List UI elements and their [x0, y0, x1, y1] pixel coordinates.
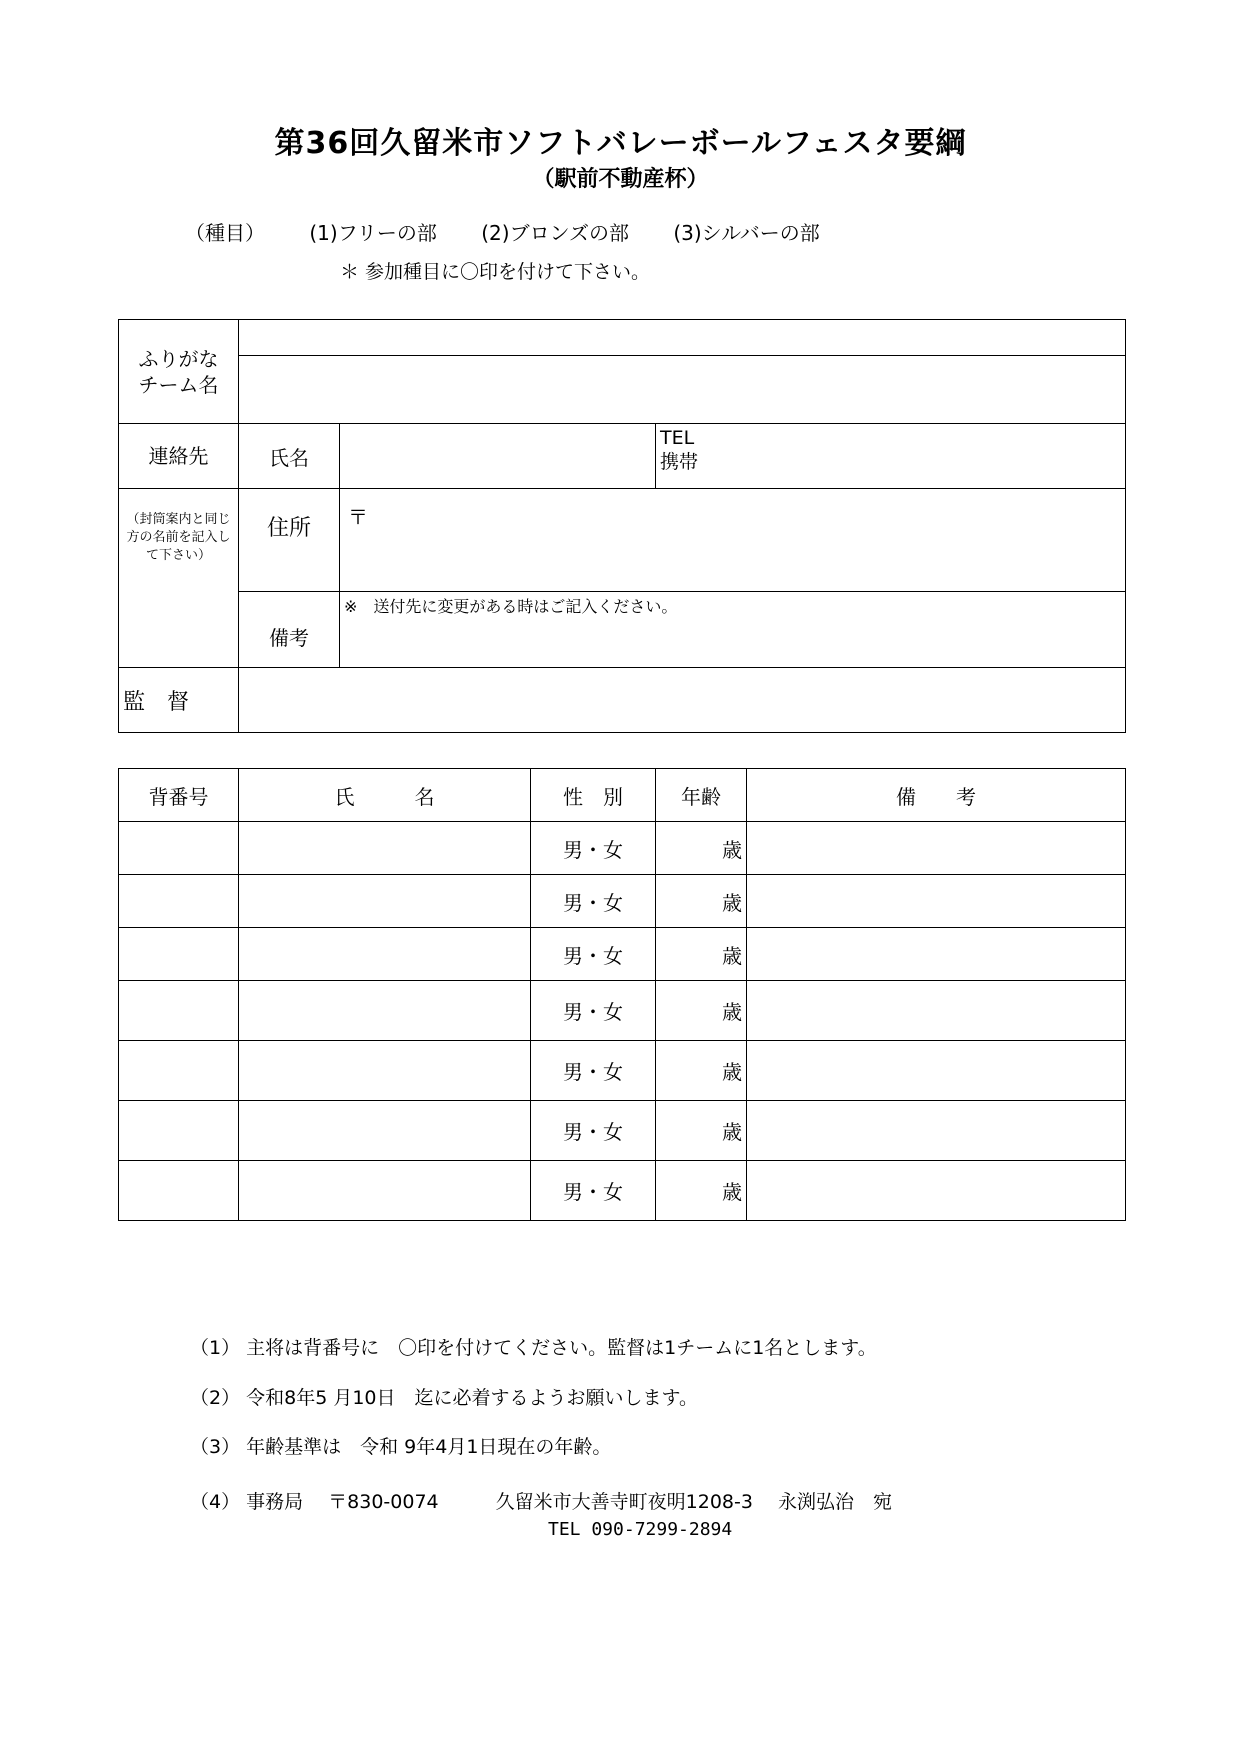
- number-field[interactable]: [119, 1101, 239, 1161]
- age-field[interactable]: 歳: [656, 1161, 747, 1221]
- contact-name-field[interactable]: [340, 424, 656, 489]
- contact-note: （封筒案内と同じ方の名前を記入して下さい）: [119, 489, 239, 668]
- category-silver: (3)シルバーの部: [673, 221, 820, 245]
- number-field[interactable]: [119, 822, 239, 875]
- member-remarks-field[interactable]: [747, 981, 1126, 1041]
- member-row: [119, 1161, 1126, 1221]
- note-2: （2） 令和8年5 月10日 迄に必着するようお願いします。: [190, 1387, 699, 1409]
- name-label: 氏名: [239, 424, 340, 489]
- team-info-table: [118, 319, 1126, 733]
- category-instruction: ＊ 参加種目に〇印を付けて下さい。: [340, 261, 651, 283]
- gender-field[interactable]: 男・女: [531, 928, 656, 981]
- document-subtitle: （駅前不動産杯）: [532, 167, 709, 192]
- header-gender: 性 別: [531, 769, 656, 822]
- address-label: 住所: [239, 489, 340, 592]
- remarks-note: ※ 送付先に変更がある時はご記入ください。: [344, 597, 678, 616]
- age-field[interactable]: 歳: [656, 1041, 747, 1101]
- member-name-field[interactable]: [239, 1161, 531, 1221]
- member-table-header: [119, 769, 1126, 822]
- gender-field[interactable]: 男・女: [531, 822, 656, 875]
- remarks-label: 備考: [239, 592, 340, 668]
- member-row: [119, 875, 1126, 928]
- coach-field[interactable]: [239, 668, 1126, 733]
- member-remarks-field[interactable]: [747, 1101, 1126, 1161]
- member-remarks-field[interactable]: [747, 1041, 1126, 1101]
- mobile-label: 携帯: [660, 451, 699, 473]
- note-3: （3） 年齢基準は 令和 9年4月1日現在の年齢。: [190, 1436, 612, 1458]
- member-remarks-field[interactable]: [747, 928, 1126, 981]
- contact-label: 連絡先: [119, 424, 239, 489]
- member-name-field[interactable]: [239, 928, 531, 981]
- gender-field[interactable]: 男・女: [531, 981, 656, 1041]
- number-field[interactable]: [119, 875, 239, 928]
- team-name-field[interactable]: [239, 356, 1126, 424]
- member-name-field[interactable]: [239, 1041, 531, 1101]
- coach-label: 監 督: [119, 668, 239, 733]
- number-field[interactable]: [119, 928, 239, 981]
- gender-field[interactable]: 男・女: [531, 1161, 656, 1221]
- phone-field[interactable]: [656, 424, 1126, 489]
- team-name-label: ふりがな チーム名: [119, 320, 239, 424]
- member-table: [118, 768, 1126, 1221]
- age-field[interactable]: 歳: [656, 1101, 747, 1161]
- member-name-field[interactable]: [239, 1101, 531, 1161]
- member-row: [119, 822, 1126, 875]
- tel-label: TEL: [660, 427, 695, 449]
- member-remarks-field[interactable]: [747, 822, 1126, 875]
- document-title: 第36回久留米市ソフトバレーボールフェスタ要綱: [274, 126, 967, 161]
- number-field[interactable]: [119, 981, 239, 1041]
- furigana-field[interactable]: [239, 320, 1126, 356]
- header-remarks: 備 考: [747, 769, 1126, 822]
- age-field[interactable]: 歳: [656, 928, 747, 981]
- gender-field[interactable]: 男・女: [531, 875, 656, 928]
- member-row: [119, 1101, 1126, 1161]
- note-1: （1） 主将は背番号に 〇印を付けてください。監督は1チームに1名とします。: [190, 1337, 877, 1359]
- postal-mark: 〒: [348, 505, 368, 529]
- member-remarks-field[interactable]: [747, 1161, 1126, 1221]
- note-4: （4） 事務局 〒830-0074 久留米市大善寺町夜明1208-3 永渕弘治 宛: [190, 1491, 892, 1513]
- header-number: 背番号: [119, 769, 239, 822]
- member-name-field[interactable]: [239, 875, 531, 928]
- category-bronze: (2)ブロンズの部: [481, 221, 629, 245]
- gender-field[interactable]: 男・女: [531, 1041, 656, 1101]
- category-label: （種目）: [185, 221, 265, 245]
- number-field[interactable]: [119, 1161, 239, 1221]
- member-row: [119, 928, 1126, 981]
- address-field[interactable]: [340, 489, 1126, 592]
- age-field[interactable]: 歳: [656, 822, 747, 875]
- gender-field[interactable]: 男・女: [531, 1101, 656, 1161]
- member-name-field[interactable]: [239, 981, 531, 1041]
- remarks-field[interactable]: [340, 592, 1126, 668]
- header-age: 年齢: [656, 769, 747, 822]
- category-free: (1)フリーの部: [309, 221, 437, 245]
- age-field[interactable]: 歳: [656, 875, 747, 928]
- member-row: [119, 981, 1126, 1041]
- number-field[interactable]: [119, 1041, 239, 1101]
- office-tel: TEL 090-7299-2894: [548, 1519, 733, 1540]
- category-line: [185, 217, 858, 246]
- age-field[interactable]: 歳: [656, 981, 747, 1041]
- member-row: [119, 1041, 1126, 1101]
- member-remarks-field[interactable]: [747, 875, 1126, 928]
- header-name: 氏 名: [239, 769, 531, 822]
- member-name-field[interactable]: [239, 822, 531, 875]
